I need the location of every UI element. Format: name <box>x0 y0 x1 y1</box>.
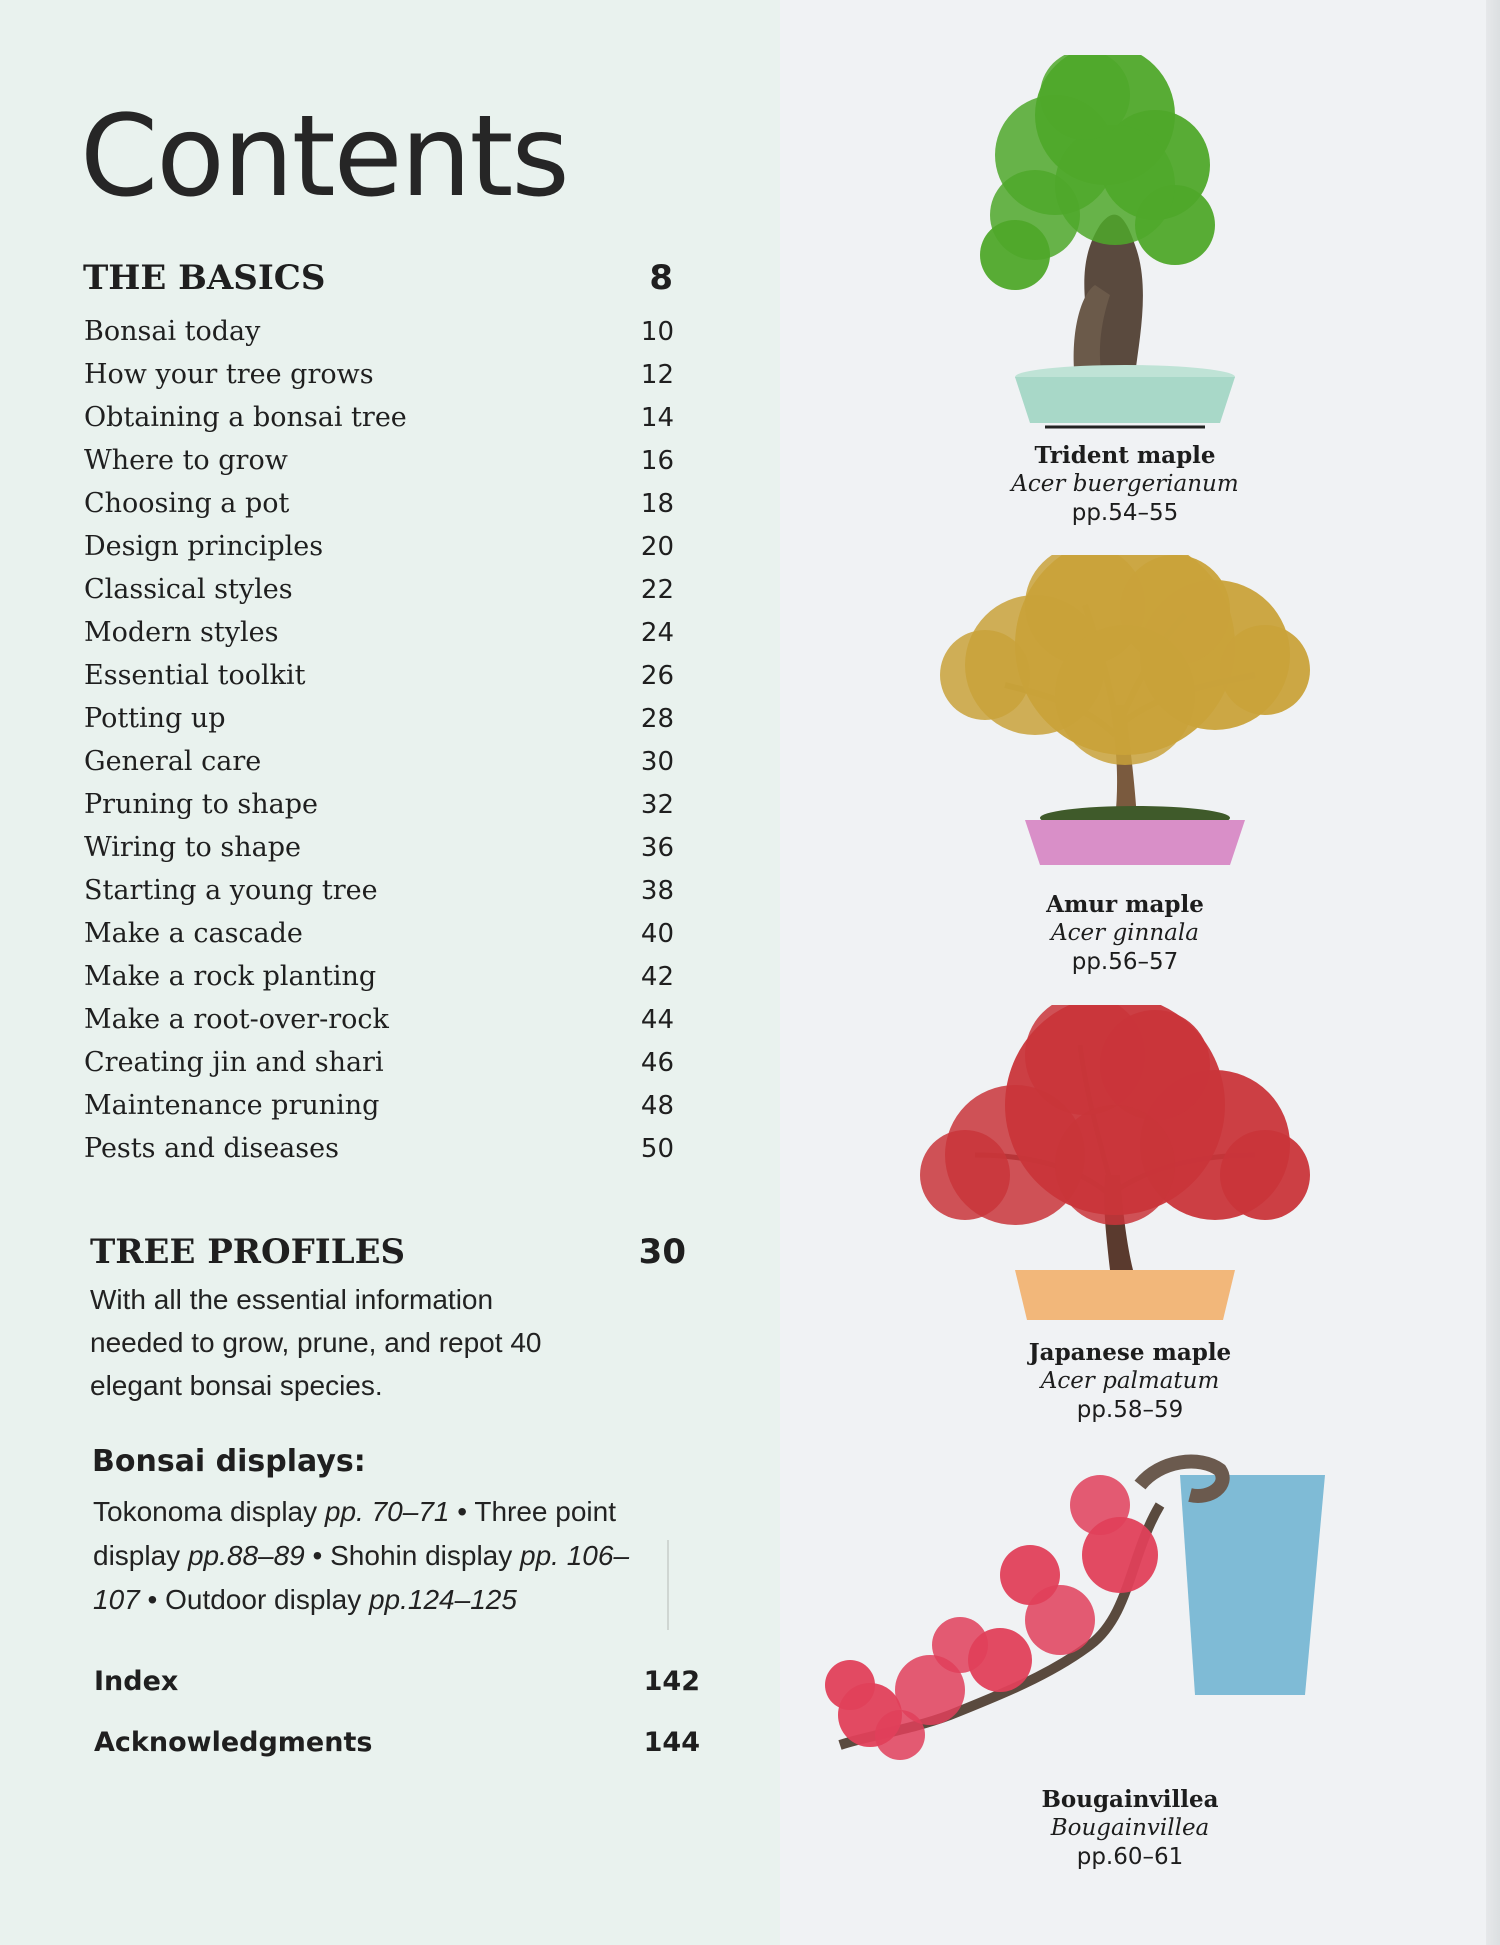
toc-entry-page: 46 <box>640 1048 674 1078</box>
toc-entry[interactable] <box>84 445 674 488</box>
toc-entry-label: Essential toolkit <box>84 660 306 691</box>
toc-list <box>84 316 674 1176</box>
common-name: Bougainvillea <box>1041 1786 1219 1813</box>
toc-entry[interactable] <box>84 832 674 875</box>
foliage-cluster <box>825 1660 875 1710</box>
page-range: pp.56–57 <box>1071 949 1179 975</box>
latin-name: Bougainvillea <box>1050 1815 1210 1841</box>
foliage-cluster <box>1055 1105 1175 1225</box>
toc-entry-page: 30 <box>640 747 674 777</box>
common-name: Amur maple <box>1046 891 1204 918</box>
toc-entry-label: Obtaining a bonsai tree <box>84 402 407 433</box>
section-heading-tree-profiles[interactable] <box>90 1232 686 1272</box>
toc-entry-label: Potting up <box>84 703 226 734</box>
toc-entry[interactable] <box>84 574 674 617</box>
display-name: Shohin display <box>330 1540 513 1571</box>
section-title: THE BASICS <box>83 258 326 298</box>
toc-entry-label: Creating jin and shari <box>84 1047 384 1078</box>
foliage-cluster <box>1000 1545 1060 1605</box>
trident-maple-image <box>925 55 1255 440</box>
toc-entry-label: Pruning to shape <box>84 789 319 820</box>
toc-entry-page: 40 <box>640 919 674 949</box>
display-pages: pp.88–89 <box>187 1540 305 1571</box>
toc-entry-label: Maintenance pruning <box>84 1090 380 1121</box>
display-name: Three point display <box>93 1496 616 1571</box>
latin-name: Acer palmatum <box>1040 1368 1220 1394</box>
entry-label: Acknowledgments <box>94 1727 373 1758</box>
page-range: pp.58–59 <box>1076 1397 1184 1423</box>
toc-entry-label: General care <box>84 746 262 777</box>
toc-entry[interactable] <box>84 746 674 789</box>
tree-caption-trident-maple[interactable] <box>975 441 1275 528</box>
toc-entry-page: 44 <box>640 1005 674 1035</box>
entry-page: 144 <box>643 1727 700 1758</box>
toc-entry-label: Pests and diseases <box>84 1133 339 1164</box>
latin-name: Acer ginnala <box>1051 920 1199 946</box>
toc-entry-label: Bonsai today <box>84 316 261 347</box>
toc-entry-page: 16 <box>640 446 674 476</box>
page-crease <box>667 1540 669 1630</box>
toc-entry-page: 28 <box>640 704 674 734</box>
toc-entry-page: 10 <box>640 317 674 347</box>
foliage-cluster <box>920 1130 1010 1220</box>
display-name: Outdoor display <box>165 1584 362 1615</box>
section-page: 8 <box>649 258 673 298</box>
toc-entry-label: Make a root-over-rock <box>84 1004 389 1035</box>
foliage-cluster <box>980 220 1050 290</box>
profiles-description: With all the essential information needed to grow, prune, and repot 40 elegant bonsai species. <box>90 1284 542 1401</box>
toc-entry[interactable] <box>84 531 674 574</box>
toc-entry-label: How your tree grows <box>84 359 374 390</box>
toc-entry-label: Starting a young tree <box>84 875 378 906</box>
foliage-cluster <box>1220 1130 1310 1220</box>
toc-entry-page: 14 <box>640 403 674 433</box>
toc-entry-label: Choosing a pot <box>84 488 290 519</box>
toc-entry-page: 32 <box>640 790 674 820</box>
toc-entry-page: 42 <box>640 962 674 992</box>
toc-entry[interactable] <box>84 789 674 832</box>
toc-entry-page: 12 <box>640 360 674 390</box>
common-name: Japanese maple <box>1028 1339 1232 1366</box>
toc-entry-label: Modern styles <box>84 617 279 648</box>
pot-body <box>1025 820 1245 865</box>
toc-entry[interactable] <box>84 1090 674 1133</box>
section-heading-basics[interactable] <box>83 258 673 298</box>
toc-entry-page: 26 <box>640 661 674 691</box>
tree-caption-bougainvillea[interactable] <box>980 1785 1280 1872</box>
toc-entry-page: 38 <box>640 876 674 906</box>
toc-entry[interactable] <box>84 1047 674 1090</box>
amur-maple-image <box>915 555 1335 875</box>
toc-entry-label: Make a rock planting <box>84 961 377 992</box>
entry-label: Index <box>94 1666 179 1697</box>
toc-entry-page: 20 <box>640 532 674 562</box>
toc-entry-label: Where to grow <box>84 445 288 476</box>
toc-entry[interactable] <box>84 617 674 660</box>
page-edge <box>1486 0 1500 1945</box>
pot-body <box>1180 1475 1325 1695</box>
foliage-cluster <box>1100 1010 1210 1120</box>
foliage-cluster <box>940 630 1030 720</box>
bougainvillea-image <box>800 1445 1340 1775</box>
tree-caption-japanese-maple[interactable] <box>980 1338 1280 1425</box>
pot-body <box>1015 377 1235 423</box>
toc-entry[interactable] <box>84 660 674 703</box>
foliage-cluster <box>1055 125 1175 245</box>
display-name: Tokonoma display <box>93 1496 318 1527</box>
index-entry[interactable] <box>94 1666 700 1697</box>
displays-list <box>93 1490 653 1622</box>
toc-entry[interactable] <box>84 703 674 746</box>
display-pages: pp.124–125 <box>368 1584 517 1615</box>
foliage-cluster <box>875 1710 925 1760</box>
section-title: TREE PROFILES <box>90 1232 406 1272</box>
toc-entry[interactable] <box>84 1133 674 1176</box>
display-pages: pp. 70–71 <box>324 1496 450 1527</box>
latin-name: Acer buergerianum <box>1011 471 1239 497</box>
page-title: Contents <box>80 92 568 222</box>
display-separator: • <box>139 1584 166 1615</box>
page-range: pp.54–55 <box>1071 500 1179 526</box>
entry-page: 142 <box>643 1666 700 1697</box>
toc-entry[interactable] <box>84 961 674 1004</box>
toc-entry-page: 18 <box>640 489 674 519</box>
toc-entry-page: 36 <box>640 833 674 863</box>
toc-entry-label: Design principles <box>84 531 324 562</box>
toc-entry-page: 50 <box>640 1134 674 1164</box>
displays-heading: Bonsai displays: <box>92 1444 366 1479</box>
common-name: Trident maple <box>1034 442 1216 469</box>
pot-body <box>1015 1270 1235 1320</box>
toc-entry-label: Make a cascade <box>84 918 303 949</box>
toc-entry-page: 48 <box>640 1091 674 1121</box>
page-range: pp.60–61 <box>1076 1844 1184 1870</box>
toc-entry[interactable] <box>84 1004 674 1047</box>
toc-entry[interactable] <box>84 918 674 961</box>
toc-entry-page: 24 <box>640 618 674 648</box>
foliage-cluster <box>1070 1475 1130 1535</box>
toc-entry-label: Wiring to shape <box>84 832 302 863</box>
foliage-cluster <box>932 1617 988 1673</box>
toc-entry[interactable] <box>84 316 674 359</box>
foliage-cluster <box>1055 625 1195 765</box>
foliage-cluster <box>1220 625 1310 715</box>
toc-entry-label: Classical styles <box>84 574 293 605</box>
japanese-maple-image <box>905 1005 1325 1325</box>
toc-entry-page: 22 <box>640 575 674 605</box>
toc-entry[interactable] <box>84 488 674 531</box>
tree-caption-amur-maple[interactable] <box>975 890 1275 977</box>
display-separator: • <box>449 1496 475 1527</box>
toc-entry[interactable] <box>84 402 674 445</box>
toc-entry[interactable] <box>84 875 674 918</box>
toc-entry[interactable] <box>84 359 674 402</box>
acknowledgments-entry[interactable] <box>94 1727 700 1758</box>
display-separator: • <box>304 1540 331 1571</box>
display-pages: pp. 106–107 <box>93 1540 630 1615</box>
section-page: 30 <box>638 1232 686 1272</box>
